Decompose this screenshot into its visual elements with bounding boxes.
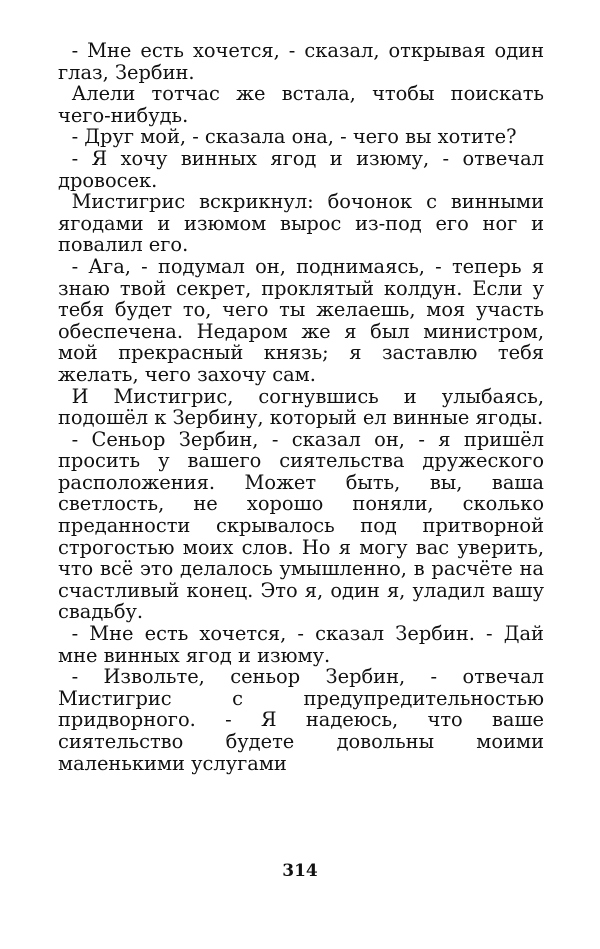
paragraph-3: - Друг мой, - сказала она, - чего вы хотите? [71, 125, 517, 149]
paragraph-5: Мистигрис вскрикнул: бочонок с винными ягодами и изюмом вырос из-под его ног и повалил его. [58, 190, 544, 257]
paragraph-8: - Сеньор Зербин, - сказал он, - я пришёл просить у вашего сиятельства дружеского расположения. Может быть, вы, ваша светлость, не хорошо поняли, сколько преданности скрывалось под притворной строгостью моих слов. Но я могу вас уверить, что всё это делалось умышленно, в расчёте на счастливый конец. Это я, один я, уладил вашу свадьбу. [58, 427, 544, 624]
paragraph-4: - Я хочу винных ягод и изюму, - отвечал дровосек. [58, 146, 544, 192]
paragraph-6: - Ага, - подумал он, поднимаясь, - теперь я знаю твой секрет, проклятый колдун. Если у тебя будет то, чего ты желаешь, моя участь обеспечена. Недаром же я был министром, мой прекрасный князь; я заставлю тебя желать, чего захочу сам. [58, 254, 544, 386]
paragraph-9: - Мне есть хочется, - сказал Зербин. - Дай мне винных ягод и изюму. [58, 622, 544, 667]
page-number: 314 [282, 861, 318, 881]
paragraph-2: Алели тотчас же встала, чтобы поискать чего-нибудь. [58, 82, 544, 127]
page-text [58, 40, 544, 774]
paragraph-10: - Извольте, сеньор Зербин, - отвечал Мистигрис с предупредительностью придворного. - Я надеюсь, что ваше сиятельство будете довольны моими маленькими услугами [58, 665, 544, 775]
paragraph-1: - Мне есть хочется, - сказал, открывая один глаз, Зербин. [58, 39, 544, 84]
paragraph-7: И Мистигрис, согнувшись и улыбаясь, подошёл к Зербину, который ел винные ягоды. [58, 384, 544, 430]
